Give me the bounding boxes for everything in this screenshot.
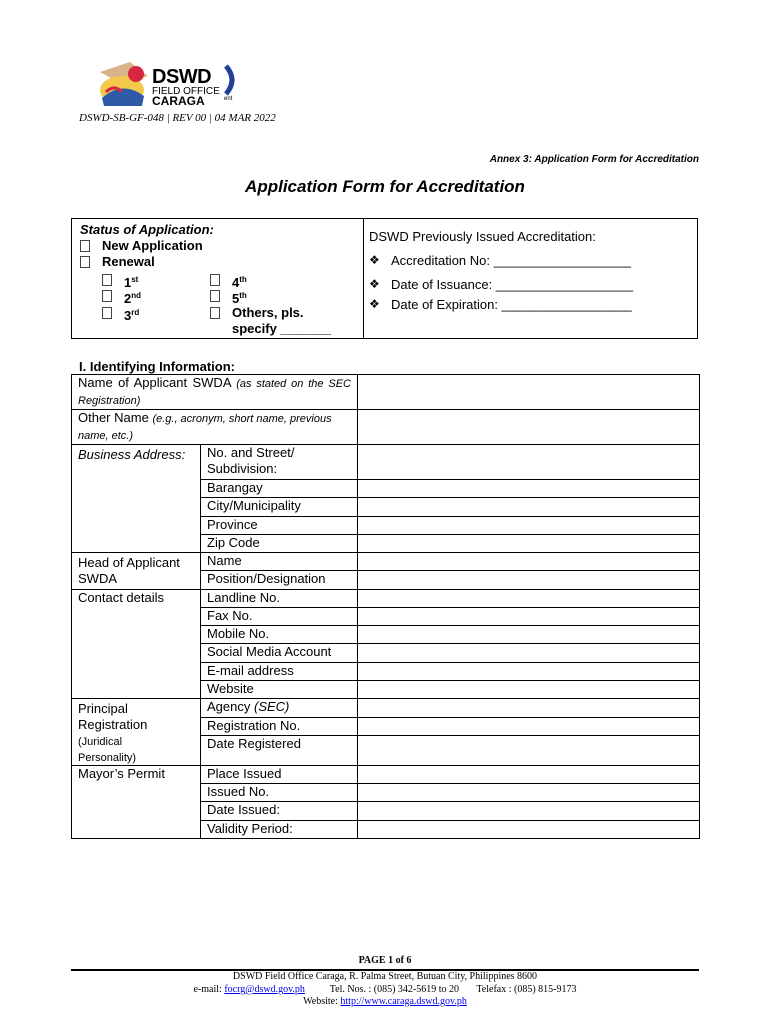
new-application-label: New Application	[102, 238, 203, 253]
status-of-application-box	[71, 218, 698, 339]
date-issued-input[interactable]	[358, 802, 700, 821]
previous-accreditation-heading: DSWD Previously Issued Accreditation:	[369, 229, 596, 244]
table-row	[72, 410, 700, 445]
dswd-emblem-icon	[92, 62, 152, 108]
renewal-others-label: Others, pls.	[232, 305, 304, 320]
province-label: Province	[201, 517, 358, 535]
footer-address: DSWD Field Office Caraga, R. Palma Street, Butuan City, Philippines 8600	[232, 971, 538, 982]
table-row	[72, 766, 700, 784]
barangay-label: Barangay	[201, 480, 358, 498]
footer-website: Website: http://www.caraga.dswd.gov.ph	[303, 996, 467, 1007]
fax-label: Fax No.	[201, 608, 358, 626]
mobile-input[interactable]	[358, 626, 700, 644]
diamond-bullet-icon: ❖	[369, 277, 380, 291]
head-position-label: Position/Designation	[201, 571, 358, 590]
head-position-input[interactable]	[358, 571, 700, 590]
annex-label: Annex 3: Application Form for Accreditation	[489, 154, 699, 165]
date-registered-input[interactable]	[358, 736, 700, 766]
page-title: Application Form for Accreditation	[245, 177, 525, 196]
head-name-label: Name	[201, 553, 358, 571]
zip-label: Zip Code	[201, 535, 358, 553]
website-label: Website	[201, 681, 358, 699]
date-of-expiration-field[interactable]: Date of Expiration: __________________	[391, 297, 632, 312]
registration-no-label: Registration No.	[201, 718, 358, 736]
diamond-bullet-icon: ❖	[369, 297, 380, 311]
blue-arc-icon	[224, 64, 238, 96]
landline-label: Landline No.	[201, 590, 358, 608]
date-issued-label: Date Issued:	[201, 802, 358, 821]
logo-region: CARAGA	[152, 94, 205, 108]
footer-telefax: Telefax : (085) 815-9173	[476, 984, 577, 995]
footer-contact: e-mail: focrg@dswd.gov.ph Tel. Nos. : (085) 342-5619 to 20 Telefax : (085) 815-9173	[193, 984, 577, 995]
date-registered-label: Date Registered	[201, 736, 358, 766]
zip-input[interactable]	[358, 535, 700, 553]
table-row	[72, 375, 700, 410]
social-media-input[interactable]	[358, 644, 700, 663]
renewal-3rd-label: 3rd	[124, 308, 140, 323]
barangay-input[interactable]	[358, 480, 700, 498]
accreditation-no-field[interactable]: Accreditation No: ___________________	[391, 253, 631, 268]
other-name-input[interactable]	[358, 410, 700, 445]
contact-details-label: Contact details	[72, 590, 201, 699]
other-name-label: Other Name (e.g., acronym, short name, previous name, etc.)	[72, 410, 358, 445]
logo-title: DSWD	[152, 66, 212, 88]
footer-email-link[interactable]: focrg@dswd.gov.ph	[224, 984, 305, 995]
fax-input[interactable]	[358, 608, 700, 626]
validity-period-label: Validity Period:	[201, 821, 358, 839]
city-input[interactable]	[358, 498, 700, 517]
identifying-information-table	[71, 374, 700, 839]
table-row	[72, 699, 700, 718]
renewal-2nd-checkbox[interactable]	[102, 290, 112, 302]
renewal-3rd-checkbox[interactable]	[102, 307, 112, 319]
website-input[interactable]	[358, 681, 700, 699]
agency-label: Agency (SEC)	[201, 699, 358, 718]
new-application-checkbox[interactable]	[80, 240, 90, 252]
renewal-5th-label: 5th	[232, 291, 247, 306]
renewal-label: Renewal	[102, 254, 155, 269]
issued-no-label: Issued No.	[201, 784, 358, 802]
mayors-permit-label: Mayor’s Permit	[72, 766, 201, 839]
issued-no-input[interactable]	[358, 784, 700, 802]
social-media-label: Social Media Account	[201, 644, 358, 663]
mobile-label: Mobile No.	[201, 626, 358, 644]
renewal-2nd-label: 2nd	[124, 291, 142, 306]
footer-website-link[interactable]: http://www.caraga.dswd.gov.ph	[340, 996, 467, 1007]
renewal-others-checkbox[interactable]	[210, 307, 220, 319]
city-label: City/Municipality	[201, 498, 358, 517]
section-identifying-information: I. Identifying Information:	[79, 359, 235, 374]
renewal-5th-checkbox[interactable]	[210, 290, 220, 302]
previous-accreditation-panel	[364, 219, 697, 338]
agency-input[interactable]	[358, 699, 700, 718]
table-row	[72, 445, 700, 480]
email-input[interactable]	[358, 663, 700, 681]
business-address-label: Business Address:	[72, 445, 201, 553]
renewal-1st-checkbox[interactable]	[102, 274, 112, 286]
page-number: PAGE 1 of 6	[358, 955, 412, 966]
dswd-logo	[92, 62, 242, 108]
renewal-checkbox[interactable]	[80, 256, 90, 268]
head-of-applicant-label: Head of Applicant SWDA	[72, 553, 201, 590]
logo-subtitle: FIELD OFFICE	[152, 86, 220, 97]
name-of-applicant-label: Name of Applicant SWDA (as stated on the SEC Registration)	[72, 375, 358, 410]
province-input[interactable]	[358, 517, 700, 535]
validity-period-input[interactable]	[358, 821, 700, 839]
document-code: DSWD-SB-GF-048 | REV 00 | 04 MAR 2022	[79, 112, 276, 124]
head-name-input[interactable]	[358, 553, 700, 571]
street-label: No. and Street/ Subdivision:	[201, 445, 358, 480]
status-heading: Status of Application:	[80, 222, 214, 237]
email-label: E-mail address	[201, 663, 358, 681]
date-of-issuance-field[interactable]: Date of Issuance: ___________________	[391, 277, 634, 292]
renewal-1st-label: 1st	[124, 275, 139, 290]
diamond-bullet-icon: ❖	[369, 253, 380, 267]
name-of-applicant-input[interactable]	[358, 375, 700, 410]
table-row	[72, 553, 700, 571]
landline-input[interactable]	[358, 590, 700, 608]
table-row	[72, 590, 700, 608]
renewal-4th-checkbox[interactable]	[210, 274, 220, 286]
logo-tail-text: ent	[224, 96, 233, 102]
registration-no-input[interactable]	[358, 718, 700, 736]
street-input[interactable]	[358, 445, 700, 480]
footer-tel: Tel. Nos. : (085) 342-5619 to 20	[329, 984, 460, 995]
place-issued-input[interactable]	[358, 766, 700, 784]
renewal-others-specify[interactable]: specify _______	[232, 321, 332, 336]
place-issued-label: Place Issued	[201, 766, 358, 784]
renewal-4th-label: 4th	[232, 275, 247, 290]
status-left-panel	[72, 219, 364, 338]
principal-registration-label: Principal Registration (Juridical Personality)	[72, 699, 201, 766]
